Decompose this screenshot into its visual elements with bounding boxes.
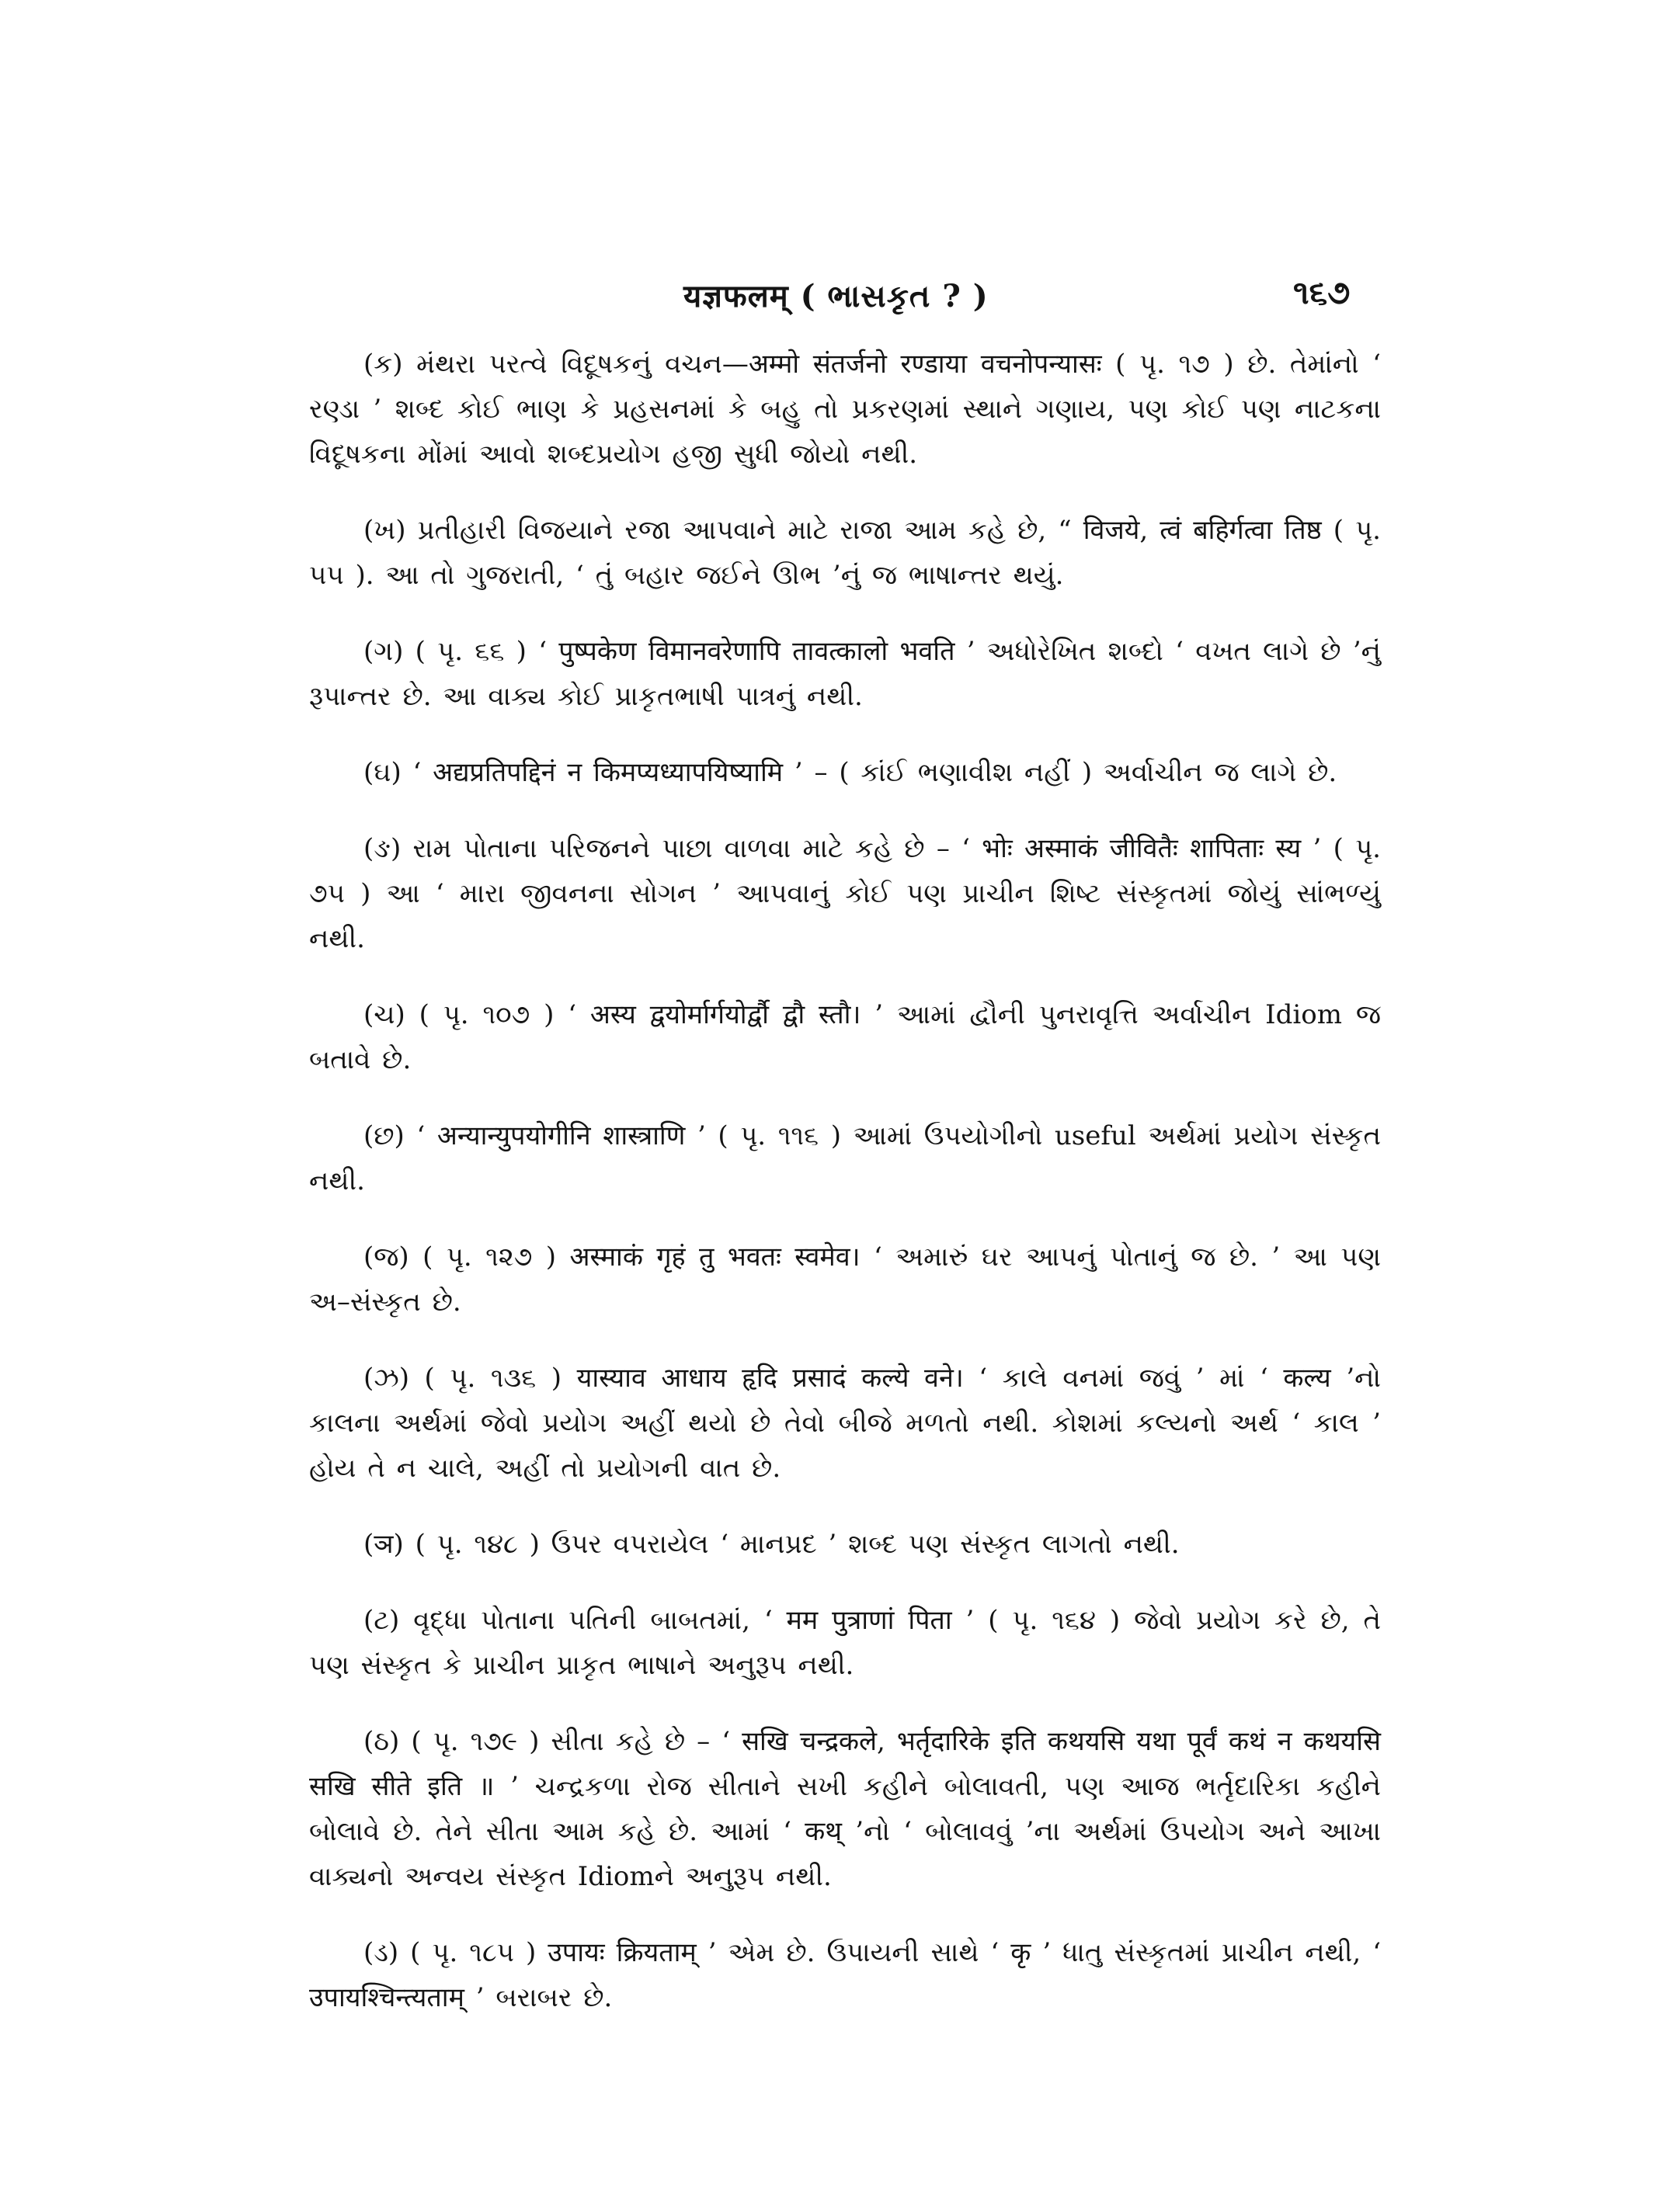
paragraph-cha: (ચ) ( પૃ. ૧૦૭ ) ‘ अस्य द्वयोर्मार्गयोर्द्वौ द्वौ स्तौ। ’ આમાં દ્વૌની પુનરાવૃત્તિ અર્વાચીન Idiom જ બતાવે છે. <box>309 999 1381 1075</box>
body-text <box>309 342 1381 2051</box>
paragraph-ta: (ટ) વૃદ્ધા પોતાના પતિની બાબતમાં, ‘ मम पुत्राणां पिता ’ ( પૃ. ૧૬૪ ) જેવો પ્રયોગ કરે છે, તે પણ સંસ્કૃત કે પ્રાચીન પ્રાકૃત ભાષાને અનુરૂપ નથી. <box>309 1605 1381 1681</box>
paragraph-nga: (ઙ) રામ પોતાના પરિજનને પાછા વાળવા માટે કહે છે – ‘ भोः अस्माकं जीवितैः शापिताः स्य ’ ( પૃ. ૭૫ ) આ ‘ મારા જીવનના સોગન ’ આપવાનું કોઈ પણ પ્રાચીન શિષ્ટ સંસ્કૃતમાં જોયું સાંભળ્યું નથી. <box>309 833 1381 954</box>
paragraph-gha: (ઘ) ‘ अद्यप्रतिपद्दिनं न किमप्यध्यापयिष्यामि ’ – ( કાંઈ ભણાવીશ નહીં ) અર્વાચીન જ લાગે છે. <box>363 757 1337 788</box>
paragraph-ga: (ગ) ( પૃ. ૬૬ ) ‘ पुष्पकेण विमानवरेणापि तावत्कालो भवति ’ અધોરેખિત શબ્દો ‘ વખત લાગે છે ’નું રૂપાન્તર છે. આ વાક્ય કોઈ પ્રાકૃતભાષી પાત્રનું નથી. <box>309 636 1381 712</box>
paragraph-nya: (ञ) ( પૃ. ૧૪૮ ) ઉપર વપરાયેલ ‘ માનપ્રદ ’ શબ્દ પણ સંસ્કૃત લાગતો નથી. <box>363 1529 1180 1560</box>
paragraph-ja: (જ) ( પૃ. ૧૨૭ ) अस्माकं गृहं तु भवतः स्वमेव। ‘ અમારું ઘર આપનું પોતાનું જ છે. ’ આ પણ અ–સંસ્કૃત છે. <box>309 1241 1381 1318</box>
paragraph-ka: (ક) મંથરા પરત્વે વિદૂષકનું વચન—अम्मो संतर्जनो रण्डाया वचनोपन्यासः ( પૃ. ૧૭ ) છે. તેમાંનો ‘ રણ્ડા ’ શબ્દ કોઈ ભાણ કે પ્રહસનમાં કે બહુ તો પ્રકરણમાં સ્થાને ગણાય, પણ કોઈ પણ નાટકના વિદૂષકના મોંમાં આવો શબ્દપ્રયોગ હજી સુધી જોયો નથી. <box>309 349 1381 470</box>
paragraph-chha: (છ) ‘ अन्यान्युपयोगीनि शास्त्राणि ’ ( પૃ. ૧૧૬ ) આમાં ઉપયોગીનો useful અર્થમાં પ્રયોગ સંસ્કૃત નથી. <box>309 1120 1381 1196</box>
paragraph-kha: (ખ) પ્રતીહારી વિજયાને રજા આપવાને માટે રાજા આમ કહે છે, “ विजये, त्वं बहिर्गत्वा तिष्ठ ( પૃ. ૫૫ ). આ તો ગુજરાતી, ‘ તું બહાર જઈને ઊભ ’નું જ ભાષાન્તર થયું. <box>309 515 1381 591</box>
paragraph-jha: (ઝ) ( પૃ. ૧૩૬ ) यास्याव आधाय हृदि प्रसादं कल्ये वने। ‘ કાલે વનમાં જવું ’ માં ‘ कल्य ’નો કાલના અર્થમાં જેવો પ્રયોગ અહીં થયો છે તેવો બીજે મળતો નથી. કોશમાં કલ્યનો અર્થ ‘ કાલ ’ હોય તે ન ચાલે, અહીં તો પ્રયોગની વાત છે. <box>309 1363 1381 1484</box>
running-title: यज्ञफलम् ( ભાસકૃત ? ) <box>683 278 989 314</box>
page-number: ૧૬૭ <box>1293 273 1351 311</box>
paragraph-tha: (ઠ) ( પૃ. ૧૭૯ ) સીતા કહે છે – ‘ सखि चन्द्रकले, भर्तृदारिके इति कथयसि यथा पूर्वं कथं न कथयसि सखि सीते इति ॥ ’ ચન્દ્રકળા રોજ સીતાને સખી કહીને બોલાવતી, પણ આજ ભર્તૃદારિકા કહીને બોલાવે છે. તેને સીતા આમ કહે છે. આમાં ‘ कथ् ’નો ‘ બોલાવવું ’ના અર્થમાં ઉપયોગ અને આખા વાક્યનો અન્વય સંસ્કૃત Idiomને અનુરૂપ નથી. <box>309 1726 1381 1892</box>
paragraph-da: (ડ) ( પૃ. ૧૮૫ ) उपायः क्रियताम् ’ એમ છે. ઉપાયની સાથે ‘ कृ ’ ધાતુ સંસ્કૃતમાં પ્રાચીન નથી, ‘ उपायश्चिन्त्यताम् ’ બરાબર છે. <box>309 1937 1381 2013</box>
